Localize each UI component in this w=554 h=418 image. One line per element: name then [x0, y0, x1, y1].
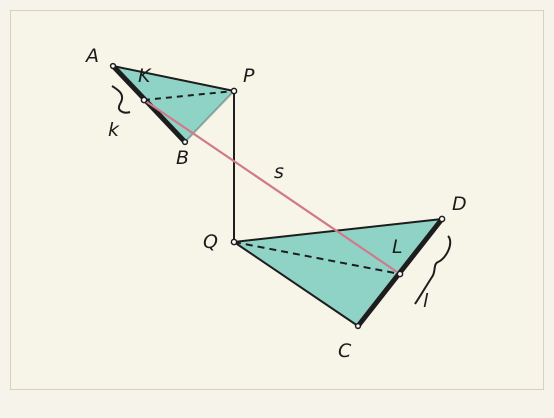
label-l-brace: l	[423, 290, 429, 312]
point-a-marker	[111, 64, 116, 69]
label-b: B	[176, 147, 190, 169]
label-l-point: L	[392, 236, 403, 258]
point-c-marker	[356, 324, 361, 329]
label-p: P	[243, 65, 255, 87]
label-c: C	[338, 340, 352, 362]
point-k-marker	[141, 97, 146, 102]
point-p-marker	[231, 88, 236, 93]
label-k-brace: k	[108, 119, 120, 141]
label-s: s	[274, 161, 284, 183]
point-q-marker	[231, 239, 236, 244]
label-k: K	[138, 65, 151, 87]
lower-triangle	[234, 219, 442, 326]
brace-k	[112, 86, 130, 113]
label-q: Q	[203, 231, 218, 253]
label-a: A	[86, 45, 99, 67]
point-l-marker	[397, 271, 402, 276]
point-d-marker	[439, 216, 444, 221]
point-b-marker	[183, 140, 188, 145]
label-d: D	[452, 193, 467, 215]
